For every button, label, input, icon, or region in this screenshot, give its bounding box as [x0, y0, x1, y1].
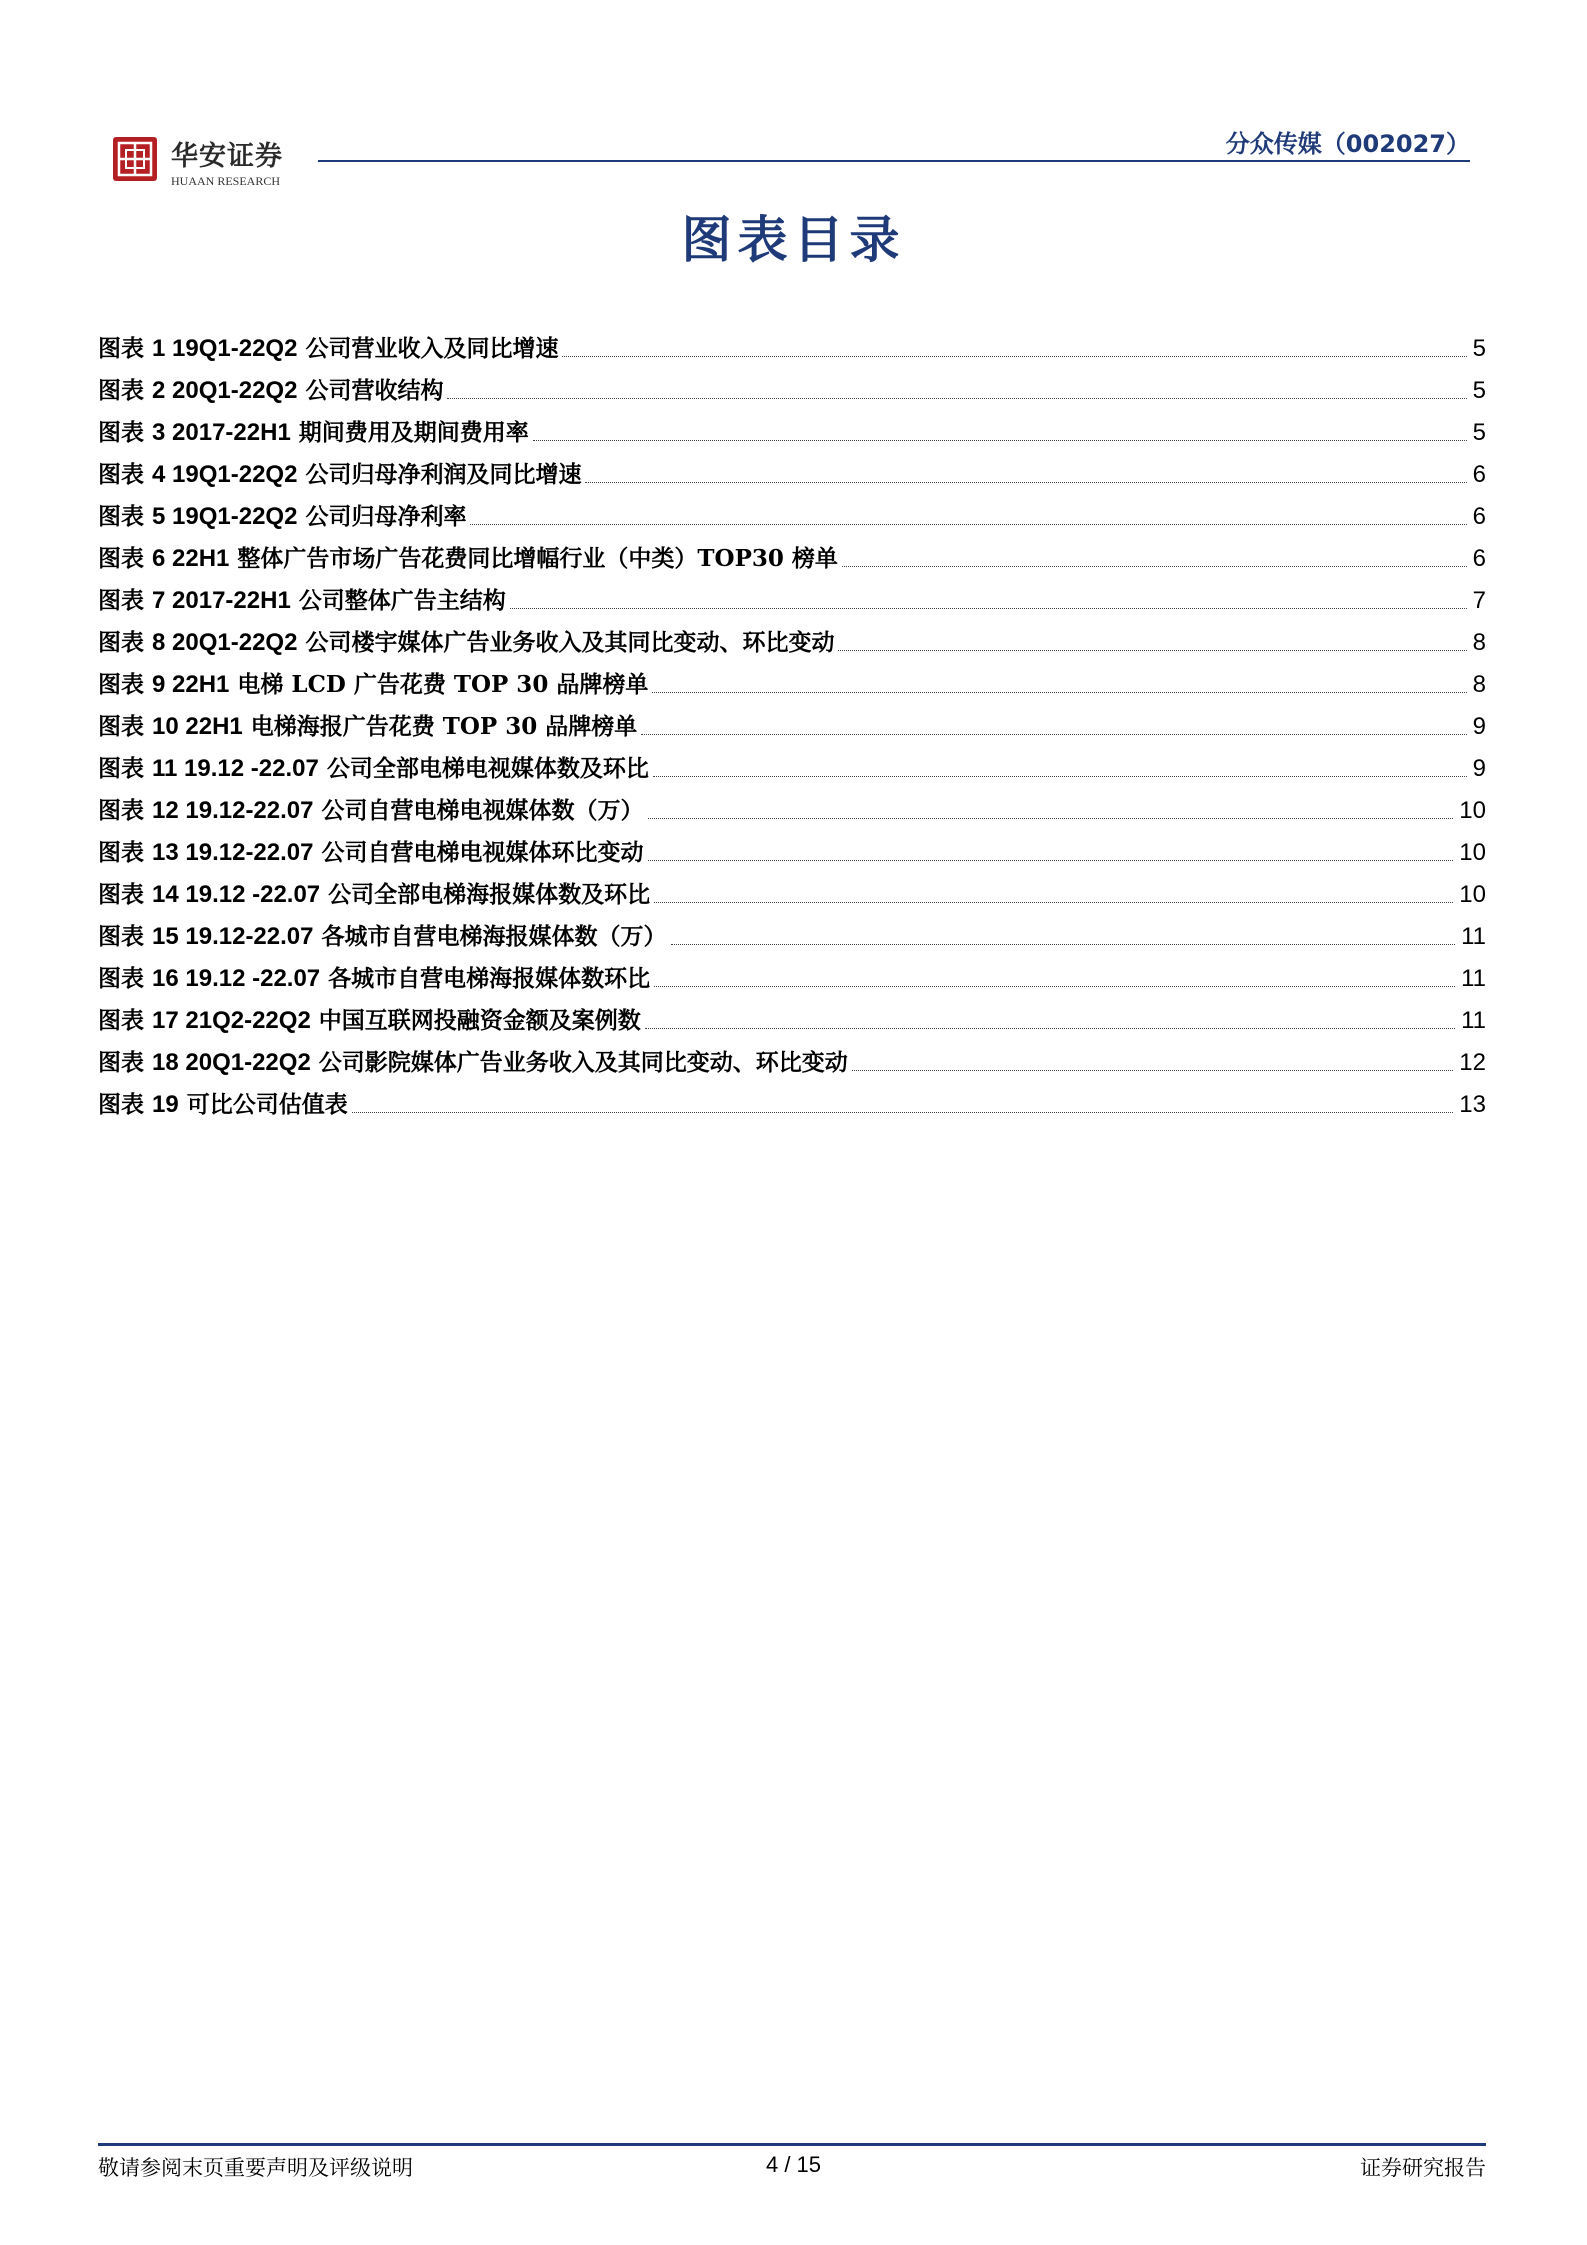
logo-text-en: HUAAN RESEARCH — [171, 174, 281, 188]
toc-entry-label — [98, 671, 648, 699]
toc-entry-number: 5 19Q1-22Q2 — [152, 503, 298, 530]
toc-entry[interactable] — [98, 951, 1486, 993]
toc-entry-text: 公司整体广告主结构 — [290, 587, 506, 614]
toc-leader-dots — [585, 482, 1466, 483]
toc-entry-page: 10 — [1459, 881, 1486, 908]
toc-entry-prefix: 图表 — [98, 419, 153, 446]
toc-entry-number: 6 22H1 — [152, 545, 230, 572]
toc-leader-dots — [648, 860, 1454, 861]
toc-entry-number: 14 19.12 -22.07 — [152, 881, 321, 908]
toc-entry-page: 10 — [1459, 797, 1486, 824]
toc-entry-page: 10 — [1459, 839, 1486, 866]
toc-entry[interactable] — [98, 909, 1486, 951]
toc-entry-text: 公司归母净利润及同比增速 — [297, 461, 582, 488]
toc-leader-dots — [352, 1112, 1454, 1113]
toc-entry-page: 6 — [1472, 461, 1486, 488]
toc-entry-text: 各城市自营电梯海报媒体数环比 — [320, 965, 651, 992]
toc-leader-dots — [648, 818, 1454, 819]
toc-entry-number: 17 21Q2-22Q2 — [152, 1007, 311, 1034]
toc-entry-page: 6 — [1472, 545, 1486, 572]
toc-entry[interactable] — [98, 363, 1486, 405]
toc-entry[interactable] — [98, 489, 1486, 531]
toc-entry-number: 4 19Q1-22Q2 — [152, 461, 298, 488]
toc-entry-prefix: 图表 — [98, 335, 153, 362]
toc-entry-page: 7 — [1472, 587, 1486, 614]
toc-entry-text: 中国互联网投融资金额及案例数 — [310, 1007, 641, 1034]
toc-entry-page: 6 — [1472, 503, 1486, 530]
toc-entry-label — [98, 1049, 848, 1077]
toc-entry-page: 9 — [1472, 713, 1486, 740]
toc-leader-dots — [533, 440, 1467, 441]
toc-entry-number: 15 19.12-22.07 — [152, 923, 314, 950]
toc-entry[interactable] — [98, 321, 1486, 363]
toc-entry-prefix: 图表 — [98, 671, 153, 698]
toc-entry-prefix: 图表 — [98, 923, 153, 950]
toc-entry-prefix: 图表 — [98, 965, 153, 992]
toc-leader-dots — [654, 902, 1453, 903]
toc-entry-label — [98, 587, 506, 615]
toc-entry-label — [98, 1007, 641, 1035]
toc-entry-number: 19 — [152, 1091, 179, 1118]
toc-entry-prefix: 图表 — [98, 1091, 153, 1118]
toc-entry-label — [98, 923, 667, 951]
footer-report-type: 证券研究报告 — [1360, 2156, 1486, 2180]
toc-entry-label — [98, 377, 443, 405]
table-of-figures — [98, 321, 1486, 1119]
seal-icon — [113, 137, 157, 181]
toc-entry-text: 公司营收结构 — [297, 377, 444, 404]
toc-entry-page: 8 — [1472, 671, 1486, 698]
toc-entry[interactable] — [98, 615, 1486, 657]
toc-entry-label — [98, 881, 650, 909]
toc-entry[interactable] — [98, 1077, 1486, 1119]
toc-entry-page: 13 — [1459, 1091, 1486, 1118]
toc-entry-number: 2 20Q1-22Q2 — [152, 377, 298, 404]
footer-disclaimer: 敬请参阅末页重要声明及评级说明 — [98, 2156, 413, 2180]
toc-entry-label — [98, 629, 834, 657]
toc-entry-label — [98, 755, 649, 783]
toc-leader-dots — [838, 650, 1466, 651]
company-logo — [113, 132, 313, 194]
toc-entry-text: 公司营业收入及同比增速 — [297, 335, 559, 362]
toc-entry-text: 公司全部电梯电视媒体数及环比 — [318, 755, 649, 782]
toc-leader-dots — [470, 524, 1466, 525]
toc-entry-label — [98, 797, 644, 825]
toc-entry[interactable] — [98, 447, 1486, 489]
toc-entry-label — [98, 503, 466, 531]
toc-entry-number: 11 19.12 -22.07 — [152, 755, 319, 782]
toc-entry-text: 期间费用及期间费用率 — [290, 419, 529, 446]
toc-entry-page: 11 — [1461, 1007, 1486, 1034]
toc-entry-page: 12 — [1459, 1049, 1486, 1076]
toc-entry-label — [98, 461, 581, 489]
toc-entry-number: 9 22H1 — [152, 671, 230, 698]
toc-entry-text: 电梯 LCD 广告花费 TOP 30 品牌榜单 — [229, 671, 649, 698]
toc-entry-number: 13 19.12-22.07 — [152, 839, 314, 866]
toc-entry-number: 12 19.12-22.07 — [152, 797, 314, 824]
toc-entry-prefix: 图表 — [98, 797, 153, 824]
toc-entry-text: 公司归母净利率 — [297, 503, 467, 530]
toc-leader-dots — [562, 356, 1466, 357]
header-divider — [318, 160, 1470, 162]
logo-text-cn: 华安证券 — [171, 141, 283, 172]
report-header-title: 分众传媒（002027） — [1225, 130, 1470, 158]
page-number: 4 / 15 — [765, 2152, 822, 2177]
toc-entry-prefix: 图表 — [98, 545, 153, 572]
toc-leader-dots — [447, 398, 1466, 399]
toc-entry-text: 各城市自营电梯海报媒体数（万） — [313, 923, 667, 950]
toc-entry-prefix: 图表 — [98, 1049, 153, 1076]
toc-entry-number: 8 20Q1-22Q2 — [152, 629, 298, 656]
toc-entry-text: 可比公司估值表 — [178, 1091, 348, 1118]
toc-title: 图表目录 — [681, 210, 906, 269]
toc-entry-text: 整体广告市场广告花费同比增幅行业（中类）TOP30 榜单 — [229, 545, 838, 572]
toc-entry-label — [98, 1091, 348, 1119]
toc-entry-prefix: 图表 — [98, 461, 153, 488]
toc-entry-number: 1 19Q1-22Q2 — [152, 335, 298, 362]
toc-entry-page: 5 — [1472, 377, 1486, 404]
toc-entry[interactable] — [98, 783, 1486, 825]
toc-entry-label — [98, 839, 644, 867]
toc-entry[interactable] — [98, 1035, 1486, 1077]
toc-leader-dots — [852, 1070, 1453, 1071]
toc-entry-text: 公司全部电梯海报媒体数及环比 — [320, 881, 651, 908]
toc-entry-label — [98, 335, 558, 363]
toc-entry-number: 3 2017-22H1 — [152, 419, 291, 446]
toc-entry-prefix: 图表 — [98, 1007, 153, 1034]
toc-entry-page: 11 — [1461, 923, 1486, 950]
toc-entry[interactable] — [98, 741, 1486, 783]
toc-leader-dots — [510, 608, 1467, 609]
toc-entry-label — [98, 965, 650, 993]
toc-entry-page: 11 — [1461, 965, 1486, 992]
toc-entry[interactable] — [98, 699, 1486, 741]
toc-entry-prefix: 图表 — [98, 755, 153, 782]
footer-divider — [98, 2143, 1486, 2146]
toc-entry-prefix: 图表 — [98, 503, 153, 530]
toc-entry-page: 5 — [1472, 419, 1486, 446]
toc-entry-page: 9 — [1472, 755, 1486, 782]
toc-leader-dots — [645, 1028, 1455, 1029]
toc-entry[interactable] — [98, 573, 1486, 615]
toc-leader-dots — [653, 776, 1467, 777]
toc-entry-label — [98, 713, 637, 741]
toc-entry-label — [98, 419, 529, 447]
toc-entry-text: 电梯海报广告花费 TOP 30 品牌榜单 — [242, 713, 638, 740]
toc-entry-prefix: 图表 — [98, 713, 153, 740]
toc-entry-number: 7 2017-22H1 — [152, 587, 291, 614]
toc-leader-dots — [654, 986, 1455, 987]
toc-entry[interactable] — [98, 657, 1486, 699]
toc-entry-page: 8 — [1472, 629, 1486, 656]
toc-entry[interactable] — [98, 531, 1486, 573]
toc-entry-number: 10 22H1 — [152, 713, 243, 740]
toc-entry[interactable] — [98, 993, 1486, 1035]
toc-leader-dots — [652, 692, 1466, 693]
toc-entry-prefix: 图表 — [98, 377, 153, 404]
toc-leader-dots — [842, 566, 1467, 567]
toc-entry-prefix: 图表 — [98, 839, 153, 866]
toc-entry-text: 公司自营电梯电视媒体环比变动 — [313, 839, 644, 866]
toc-entry-text: 公司影院媒体广告业务收入及其同比变动、环比变动 — [310, 1049, 848, 1076]
toc-entry-number: 16 19.12 -22.07 — [152, 965, 321, 992]
toc-entry[interactable] — [98, 867, 1486, 909]
toc-entry-prefix: 图表 — [98, 881, 153, 908]
toc-entry-text: 公司楼宇媒体广告业务收入及其同比变动、环比变动 — [297, 629, 835, 656]
toc-entry-prefix: 图表 — [98, 587, 153, 614]
toc-entry-page: 5 — [1472, 335, 1486, 362]
toc-leader-dots — [671, 944, 1456, 945]
toc-entry[interactable] — [98, 405, 1486, 447]
toc-leader-dots — [641, 734, 1466, 735]
toc-entry-number: 18 20Q1-22Q2 — [152, 1049, 311, 1076]
toc-entry-prefix: 图表 — [98, 629, 153, 656]
toc-entry-text: 公司自营电梯电视媒体数（万） — [313, 797, 644, 824]
toc-entry[interactable] — [98, 825, 1486, 867]
toc-entry-label — [98, 545, 838, 573]
